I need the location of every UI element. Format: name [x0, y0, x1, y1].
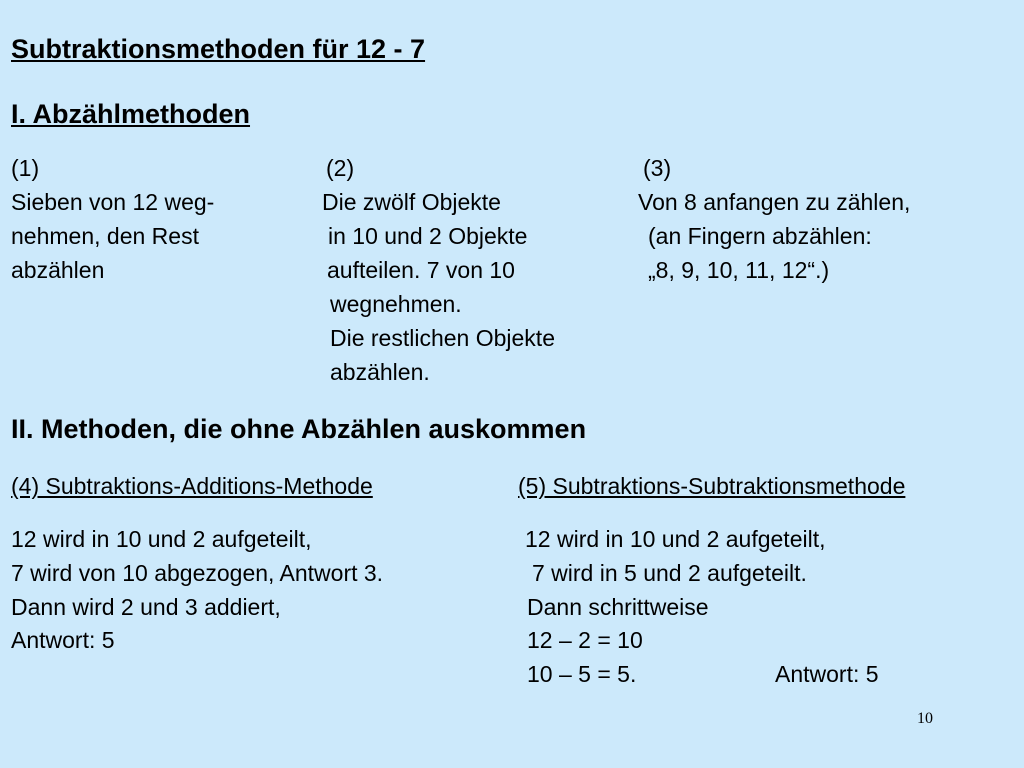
method4-line: 7 wird von 10 abgezogen, Antwort 3.: [11, 560, 384, 586]
method5-line: 7 wird in 5 und 2 aufgeteilt.: [532, 560, 807, 586]
method1-number: (1): [11, 155, 40, 181]
method2-line: in 10 und 2 Objekte: [328, 223, 528, 249]
method2-line: abzählen.: [330, 359, 430, 385]
method4-title: (4) Subtraktions-Additions-Methode: [11, 473, 373, 499]
method3-number: (3): [643, 155, 672, 181]
method2-line: Die restlichen Objekte: [330, 325, 555, 351]
method5-line: 10 – 5 = 5.: [527, 661, 637, 687]
method4-line: 12 wird in 10 und 2 aufgeteilt,: [11, 526, 312, 552]
method5-title: (5) Subtraktions-Subtraktionsmethode: [518, 473, 906, 499]
slide-title: Subtraktionsmethoden für 12 - 7: [11, 34, 426, 64]
method4-line: Dann wird 2 und 3 addiert,: [11, 594, 281, 620]
method5-line: 12 wird in 10 und 2 aufgeteilt,: [525, 526, 826, 552]
section2-heading: II. Methoden, die ohne Abzählen auskommen: [11, 414, 587, 444]
method1-line: abzählen: [11, 257, 105, 283]
method1-line: Sieben von 12 weg-: [11, 189, 215, 215]
page-number: 10: [917, 710, 933, 727]
method3-line: Von 8 anfangen zu zählen,: [638, 189, 911, 215]
method2-number: (2): [326, 155, 355, 181]
method2-line: wegnehmen.: [330, 291, 462, 317]
method5-line: 12 – 2 = 10: [527, 627, 643, 653]
method3-line: „8, 9, 10, 11, 12“.): [648, 257, 830, 283]
method3-line: (an Fingern abzählen:: [648, 223, 872, 249]
method5-line: Dann schrittweise: [527, 594, 709, 620]
section1-heading: I. Abzählmethoden: [11, 99, 251, 129]
method4-line: Antwort: 5: [11, 627, 115, 653]
method2-line: Die zwölf Objekte: [322, 189, 501, 215]
method1-line: nehmen, den Rest: [11, 223, 199, 249]
method2-line: aufteilen. 7 von 10: [327, 257, 515, 283]
method5-answer: Antwort: 5: [775, 661, 879, 687]
